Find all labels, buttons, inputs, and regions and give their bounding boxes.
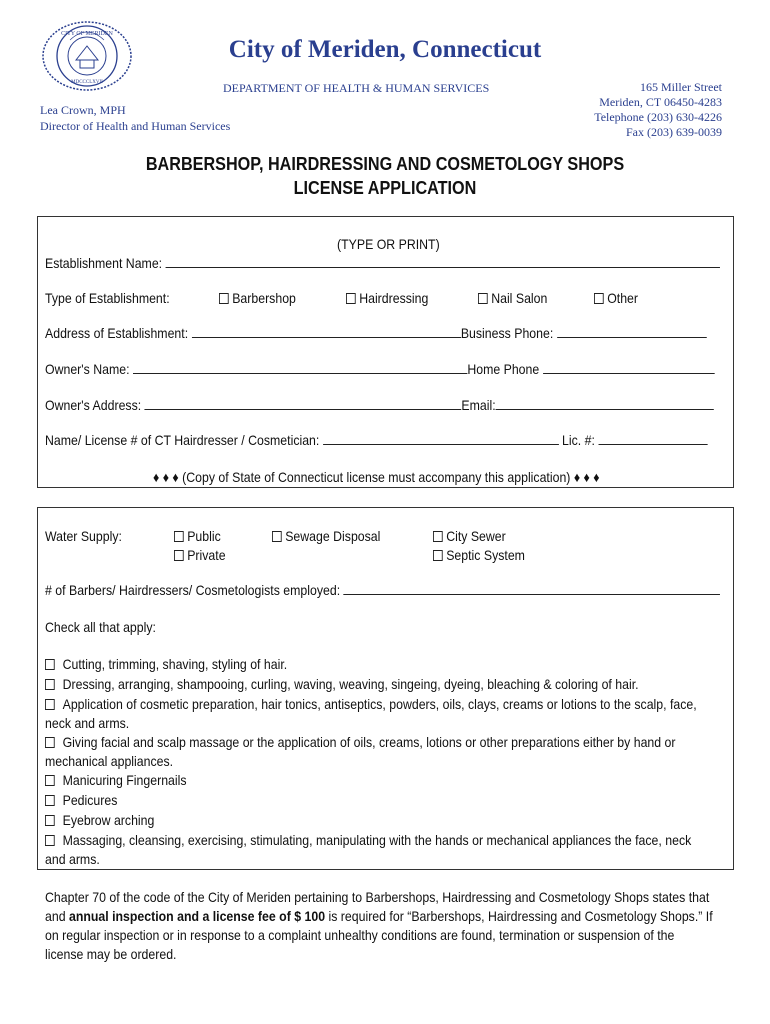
employed-label: # of Barbers/ Hairdressers/ Cosmetologists employed:	[45, 582, 341, 598]
service-label: Application of cosmetic preparation, hair tonics, antiseptics, powders, oils, clays, creams or lotions to the scalp, face, neck and arms.	[45, 696, 697, 731]
service-checkbox[interactable]	[45, 775, 55, 786]
seal-text: CITY OF MERIDEN	[61, 31, 113, 37]
service-checkbox[interactable]	[45, 659, 55, 670]
establishment-name-row	[45, 255, 720, 271]
water-supply-label: Water Supply:	[45, 528, 122, 544]
public-label: Public	[187, 528, 221, 544]
service-item[interactable]	[45, 655, 714, 674]
sewage-checkbox[interactable]	[272, 531, 282, 542]
septic-option[interactable]	[433, 547, 525, 563]
service-label: Manicuring Fingernails	[62, 772, 187, 788]
address-row	[45, 325, 706, 341]
email-field[interactable]	[496, 397, 714, 410]
owner-address-label: Owner's Address:	[45, 397, 142, 413]
address-label: Address of Establishment:	[45, 325, 189, 341]
license-name-field[interactable]	[323, 432, 559, 445]
private-option[interactable]	[174, 547, 226, 563]
services-list-row	[45, 831, 770, 869]
hairdressing-option[interactable]	[346, 290, 428, 306]
chapter-fee-emphasis: annual inspection and a license fee of $ 100	[68, 908, 326, 924]
business-phone-label: Business Phone:	[460, 325, 554, 341]
service-item[interactable]	[45, 811, 714, 830]
employed-row	[45, 582, 720, 598]
business-phone-field[interactable]	[557, 325, 707, 338]
form-title-line2: LICENSE APPLICATION	[293, 178, 477, 198]
city-sewer-option[interactable]	[433, 528, 506, 544]
public-option[interactable]	[174, 528, 221, 544]
home-phone-label: Home Phone	[467, 361, 540, 377]
service-label: Cutting, trimming, shaving, styling of hair.	[62, 656, 288, 672]
city-state-zip: Meriden, CT 06450-4283	[599, 95, 722, 109]
private-checkbox[interactable]	[174, 550, 184, 561]
fax: Fax (203) 639-0039	[626, 125, 722, 139]
barbershop-label: Barbershop	[232, 290, 296, 306]
address-field[interactable]	[192, 325, 461, 338]
barbershop-option[interactable]	[219, 290, 296, 306]
license-row	[45, 432, 707, 448]
hairdressing-checkbox[interactable]	[346, 293, 356, 304]
contact-address	[594, 80, 722, 140]
service-item[interactable]	[45, 831, 714, 869]
service-checkbox[interactable]	[45, 815, 55, 826]
form-title	[39, 152, 732, 200]
city-sewer-label: City Sewer	[446, 528, 506, 544]
service-checkbox[interactable]	[45, 795, 55, 806]
sewage-option[interactable]	[272, 528, 380, 544]
services-list-row	[45, 771, 770, 790]
service-label: Massaging, cleansing, exercising, stimulating, manipulating with the hands or mechanical appliances the face, neck and arms.	[45, 832, 692, 867]
owner-name-row	[45, 361, 714, 377]
other-checkbox[interactable]	[594, 293, 604, 304]
hairdressing-label: Hairdressing	[359, 290, 429, 306]
services-list-row	[45, 811, 770, 830]
seal-year: MDCCCLXVII	[71, 80, 103, 85]
employed-field[interactable]	[344, 582, 721, 595]
other-label: Other	[607, 290, 639, 306]
director-block	[40, 102, 230, 134]
service-checkbox[interactable]	[45, 699, 55, 710]
type-of-establishment-label: Type of Establishment:	[45, 290, 170, 306]
services-list-row	[45, 695, 770, 733]
services-list-row	[45, 791, 770, 810]
city-title: City of Meriden, Connecticut	[228, 36, 542, 63]
nail-salon-option[interactable]	[478, 290, 547, 306]
service-item[interactable]	[45, 733, 714, 771]
service-label: Giving facial and scalp massage or the application of oils, creams, lotions or other preparations either by hand or mechanical appliances.	[45, 734, 676, 769]
type-or-print-note: (TYPE OR PRINT)	[337, 236, 440, 252]
owner-name-label: Owner's Name:	[45, 361, 130, 377]
license-label: Name/ License # of CT Hairdresser / Cosmetician:	[45, 432, 320, 448]
director-title: Director of Health and Human Services	[40, 119, 231, 133]
services-list	[45, 655, 770, 674]
services-list-row	[45, 675, 770, 694]
lic-no-field[interactable]	[598, 432, 707, 445]
owner-address-row	[45, 397, 714, 413]
home-phone-field[interactable]	[543, 361, 715, 374]
service-checkbox[interactable]	[45, 679, 55, 690]
chapter-paragraph	[45, 888, 770, 964]
telephone: Telephone (203) 630-4226	[594, 110, 722, 124]
service-label: Eyebrow arching	[62, 812, 155, 828]
email-label: Email:	[461, 397, 496, 413]
department-name: DEPARTMENT OF HEALTH & HUMAN SERVICES	[223, 81, 490, 95]
street: 165 Miller Street	[640, 80, 722, 94]
service-checkbox[interactable]	[45, 737, 55, 748]
director-name: Lea Crown, MPH	[40, 103, 126, 117]
chapter-text-2: is required for “Barbershops, Hairdressing and Cosmetology Shops.” If on regular inspection or in response to a complaint unhealthy conditions are found, termination or suspension of the license may be ordered.	[45, 908, 713, 962]
establishment-name-field[interactable]	[166, 255, 720, 268]
barbershop-checkbox[interactable]	[219, 293, 229, 304]
septic-label: Septic System	[446, 547, 525, 563]
service-label: Pedicures	[62, 792, 118, 808]
service-item[interactable]	[45, 695, 714, 733]
license-copy-note: ♦ ♦ ♦ (Copy of State of Connecticut license must accompany this application) ♦ ♦ ♦	[153, 469, 600, 485]
nail-salon-checkbox[interactable]	[478, 293, 488, 304]
service-item[interactable]	[45, 791, 714, 810]
septic-checkbox[interactable]	[433, 550, 443, 561]
lic-no-label: Lic. #:	[562, 432, 595, 448]
chapter-text-1: Chapter 70 of the code of the City of Meriden pertaining to Barbershops, Hairdressing and Cosmetology Shops states that and	[45, 889, 710, 924]
private-label: Private	[187, 547, 226, 563]
service-item[interactable]	[45, 675, 714, 694]
public-checkbox[interactable]	[174, 531, 184, 542]
services-list-row	[45, 733, 770, 771]
form-title-line1: BARBERSHOP, HAIRDRESSING AND COSMETOLOGY SHOPS	[145, 154, 625, 174]
service-label: Dressing, arranging, shampooing, curling, waving, weaving, singeing, dyeing, bleaching & coloring of hair.	[62, 676, 639, 692]
owner-name-field[interactable]	[133, 361, 467, 374]
nail-salon-label: Nail Salon	[491, 290, 548, 306]
service-item[interactable]	[45, 771, 714, 790]
check-all-label: Check all that apply:	[45, 619, 156, 635]
city-sewer-checkbox[interactable]	[433, 531, 443, 542]
sewage-label: Sewage Disposal	[285, 528, 381, 544]
establishment-name-label: Establishment Name:	[45, 255, 163, 271]
owner-address-field[interactable]	[145, 397, 462, 410]
service-checkbox[interactable]	[45, 835, 55, 846]
other-option[interactable]	[594, 290, 638, 306]
